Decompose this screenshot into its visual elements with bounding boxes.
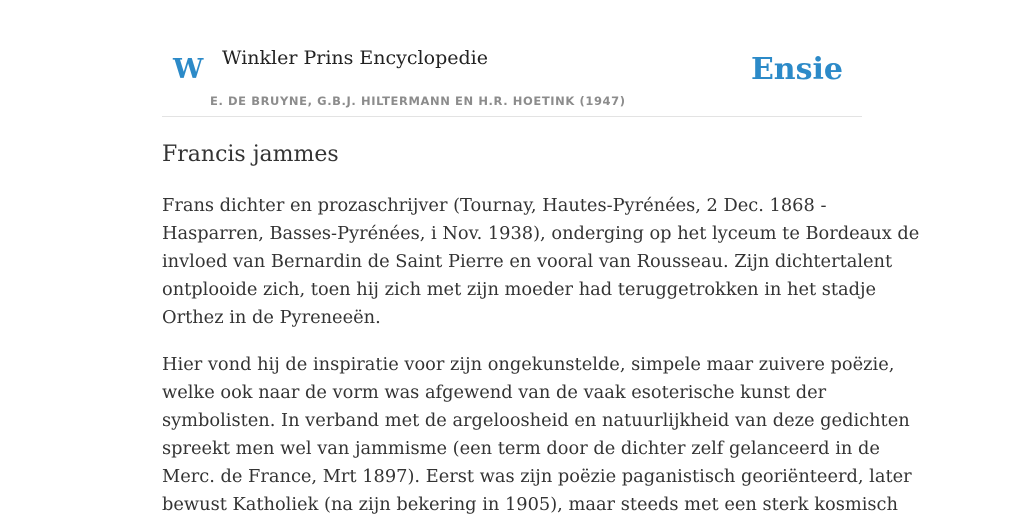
page <box>162 0 920 515</box>
source-header <box>162 0 862 117</box>
paragraph-line: Hier vond hij de inspiratie voor zijn ongekunstelde, simpele maar zuivere poëzie, <box>162 354 895 375</box>
paragraph-line: Merc. de France, Mrt 1897). Eerst was zijn poëzie paganistisch georiënteerd, later <box>162 466 912 487</box>
article-title: Francis jammes <box>162 142 339 167</box>
article-paragraph <box>162 351 912 519</box>
source-title[interactable]: Winkler Prins Encyclopedie <box>222 47 488 69</box>
ensie-logo[interactable]: Ensie <box>750 52 843 87</box>
paragraph-line: Orthez in de Pyreneeën. <box>162 307 381 328</box>
paragraph-line: ontplooide zich, toen hij zich met zijn moeder had teruggetrokken in het stadje <box>162 279 877 300</box>
source-logo[interactable]: W <box>173 54 204 85</box>
paragraph-line: invloed van Bernardin de Saint Pierre en vooral van Rousseau. Zijn dichtertalent <box>162 251 893 272</box>
paragraph-line: bewust Katholiek (na zijn bekering in 1905), maar steeds met een sterk kosmisch <box>162 494 898 515</box>
paragraph-line: Hasparren, Basses-Pyrénées, i Nov. 1938), onderging op het lyceum te Bordeaux de <box>162 223 920 244</box>
source-authors: E. DE BRUYNE, G.B.J. HILTERMANN EN H.R. HOETINK (1947) <box>210 94 626 108</box>
paragraph-line: symbolisten. In verband met de argeloosheid en natuurlijkheid van deze gedichten <box>162 410 910 431</box>
paragraph-line: welke ook naar de vorm was afgewend van de vaak esoterische kunst der <box>162 382 827 403</box>
article-paragraph <box>162 192 920 332</box>
paragraph-line: spreekt men wel van jammisme (een term door de dichter zelf gelanceerd in de <box>162 438 880 459</box>
paragraph-line: Frans dichter en prozaschrijver (Tournay, Hautes-Pyrénées, 2 Dec. 1868 - <box>162 195 827 216</box>
